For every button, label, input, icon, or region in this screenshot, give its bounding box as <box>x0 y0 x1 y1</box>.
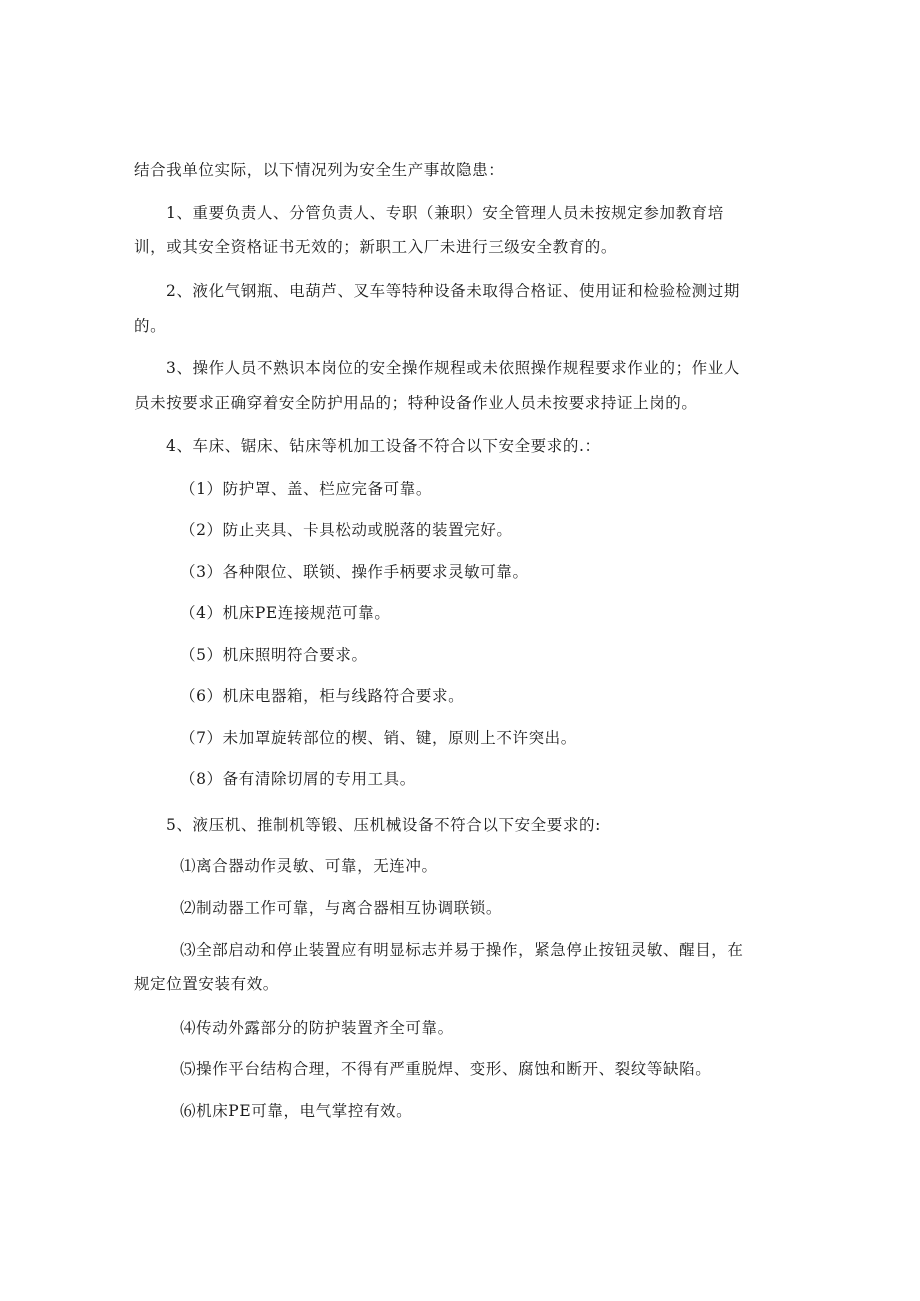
item-5-heading: 5、液压机、推制机等锻、压机械设备不符合以下安全要求的: <box>166 816 601 834</box>
item-2-line-1: 2、液化气钢瓶、电葫芦、叉车等特种设备未取得合格证、使用证和检验检测过期 <box>166 282 740 300</box>
item-4-sub-5: （5）机床照明符合要求。 <box>180 646 368 664</box>
intro-paragraph: 结合我单位实际，以下情况列为安全生产事故隐患： <box>134 161 505 179</box>
item-2-line-2: 的。 <box>134 317 167 335</box>
item-5-sub-4: ⑷传动外露部分的防护装置齐全可靠。 <box>180 1019 454 1037</box>
item-3-line-2: 员未按要求正确穿着安全防护用品的；特种设备作业人员未按要求持证上岗的。 <box>134 394 698 412</box>
item-5-sub-3-line-2: 规定位置安装有效。 <box>134 975 279 993</box>
item-4-sub-1: （1）防护罩、盖、栏应完备可靠。 <box>180 480 432 498</box>
item-5-sub-2: ⑵制动器工作可靠，与离合器相互协调联锁。 <box>180 899 503 917</box>
item-4-sub-7: （7）未加罩旋转部位的楔、销、键，原则上不许突出。 <box>180 729 577 747</box>
item-4-sub-4: （4）机床PE连接规范可靠。 <box>180 604 391 622</box>
item-4-sub-6: （6）机床电器箱，柜与线路符合要求。 <box>180 687 465 705</box>
item-5-sub-1: ⑴离合器动作灵敏、可靠，无连冲。 <box>180 857 438 875</box>
item-1-line-1: 1、重要负责人、分管负责人、专职（兼职）安全管理人员未按规定参加教育培 <box>166 204 724 222</box>
item-3-line-1: 3、操作人员不熟识本岗位的安全操作规程或未依照操作规程要求作业的；作业人 <box>166 359 740 377</box>
item-5-sub-3-line-1: ⑶全部启动和停止装置应有明显标志并易于操作，紧急停止按钮灵敏、醒目，在 <box>180 941 744 959</box>
item-4-sub-2: （2）防止夹具、卡具松动或脱落的装置完好。 <box>180 521 513 539</box>
item-5-sub-5: ⑸操作平台结构合理，不得有严重脱焊、变形、腐蚀和断开、裂纹等缺陷。 <box>180 1060 712 1078</box>
item-4-sub-3: （3）各种限位、联锁、操作手柄要求灵敏可靠。 <box>180 563 529 581</box>
item-5-sub-6: ⑹机床PE可靠，电气掌控有效。 <box>180 1102 413 1120</box>
item-1-line-2: 训，或其安全资格证书无效的；新职工入厂未进行三级安全教育的。 <box>134 238 618 256</box>
item-4-sub-8: （8）备有清除切屑的专用工具。 <box>180 770 416 788</box>
item-4-heading: 4、车床、锯床、钻床等机加工设备不符合以下安全要求的.： <box>166 437 601 455</box>
